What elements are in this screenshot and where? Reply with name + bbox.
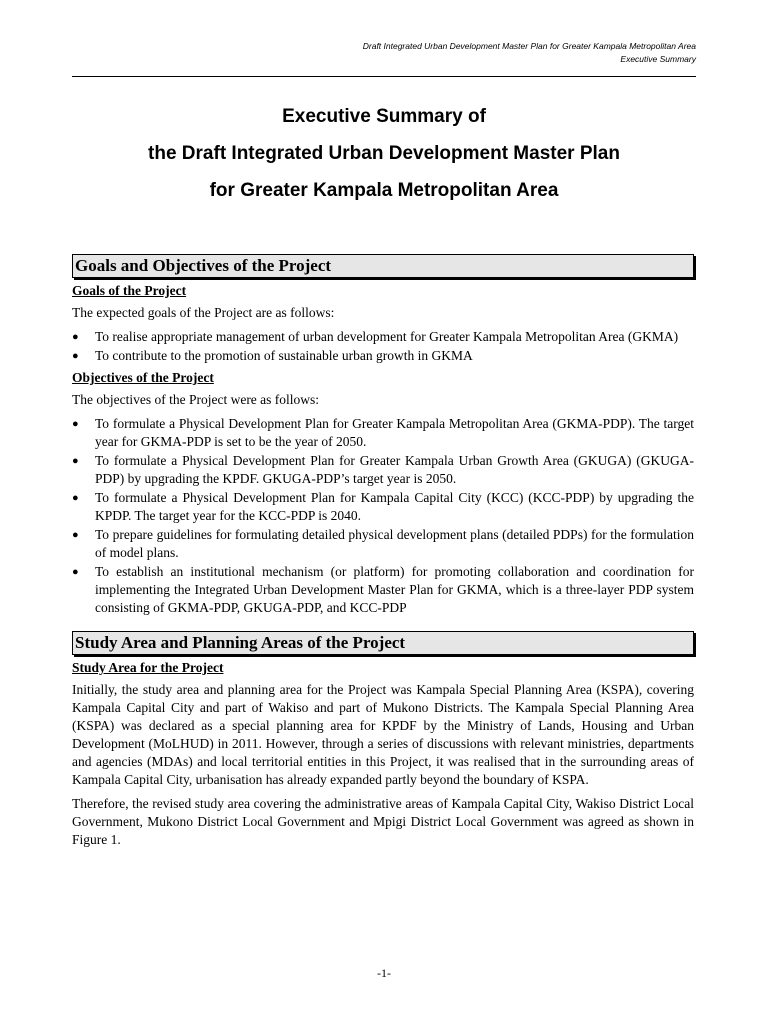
document-body [72,254,694,855]
bullet-icon: ● [72,529,79,541]
list-item-text: To prepare guidelines for formulating detailed physical development plans (detailed PDPs) for the formulation of model plans. [95,527,694,560]
list-item-text: To formulate a Physical Development Plan for Greater Kampala Urban Growth Area (GKUGA) (GKUGA-PDP) by upgrading the KPDF. GKUGA-PDP’s target year is 2050. [95,453,694,486]
list-item-text: To realise appropriate management of urban development for Greater Kampala Metropolitan Area (GKMA) [95,329,679,344]
list-item-text: To formulate a Physical Development Plan for Greater Kampala Metropolitan Area (GKMA-PDP). The target year for GKMA-PDP is set to be the year of 2050. [95,416,694,449]
subsection-intro: The expected goals of the Project are as follows: [72,305,335,320]
subsection-intro: The objectives of the Project were as follows: [72,392,320,407]
body-paragraph: Therefore, the revised study area covering the administrative areas of Kampala Capital City, Wakiso District Local Government, Mukono District Local Government and Mpigi District Local Government was agreed as shown in Figure 1. [72,796,694,847]
section-study-area [72,631,694,849]
list-item [72,452,694,488]
bullet-icon: ● [72,566,79,578]
title-line-2: the Draft Integrated Urban Development Master Plan [148,143,620,164]
list-item-text: To establish an institutional mechanism (or platform) for promoting collaboration and coordination for implementing the Integrated Urban Development Master Plan for GKMA, which is a three-layer PDP system consisting of GKMA-PDP, GKUGA-PDP, and KCC-PDP [95,564,694,615]
subsection-heading: Goals of the Project [72,283,187,298]
section-heading: Study Area and Planning Areas of the Project [72,631,694,655]
list-item [72,347,694,365]
body-paragraph: Initially, the study area and planning area for the Project was Kampala Special Planning Area (KSPA), covering Kampala Capital City and part of Wakiso and part of Mukono Districts. The Kampala Special Planning Area (KSPA) was declared as a special planning area for KPDF by the Ministry of Lands, Housing and Urban Development (MoLHUD) in 2011. However, through a series of discussions with relevant ministries, departments and agencies (MDAs) and local territorial entities in this Project, it was realised that in the surrounding areas of Kampala Capital City, urbanisation has already expanded partly beyond the boundary of KSPA. [72,682,694,787]
section-goals-objectives [72,254,694,617]
section-heading: Goals and Objectives of the Project [72,254,694,278]
bullet-icon: ● [72,455,79,467]
list-item [72,415,694,451]
list-item [72,328,694,346]
title-line-1: Executive Summary of [282,106,486,127]
list-item [72,489,694,525]
title-line-3: for Greater Kampala Metropolitan Area [209,180,559,201]
list-item [72,563,694,617]
page-number: -1- [377,966,391,980]
bullet-icon: ● [72,331,79,343]
list-item [72,526,694,562]
running-header-subtitle: Executive Summary [620,54,696,64]
running-header [196,40,696,66]
bullet-icon: ● [72,350,79,362]
running-header-title: Draft Integrated Urban Development Master Plan for Greater Kampala Metropolitan Area [362,41,696,51]
header-rule [72,76,696,77]
document-title [72,104,696,215]
goals-list [72,328,694,365]
subsection-heading: Objectives of the Project [72,370,214,385]
objectives-list [72,415,694,617]
subsection-heading: Study Area for the Project [72,660,224,675]
bullet-icon: ● [72,418,79,430]
list-item-text: To contribute to the promotion of sustainable urban growth in GKMA [95,348,473,363]
list-item-text: To formulate a Physical Development Plan for Kampala Capital City (KCC) (KCC-PDP) by upgrading the KPDP. The target year for the KCC-PDP is 2040. [95,490,694,523]
bullet-icon: ● [72,492,79,504]
